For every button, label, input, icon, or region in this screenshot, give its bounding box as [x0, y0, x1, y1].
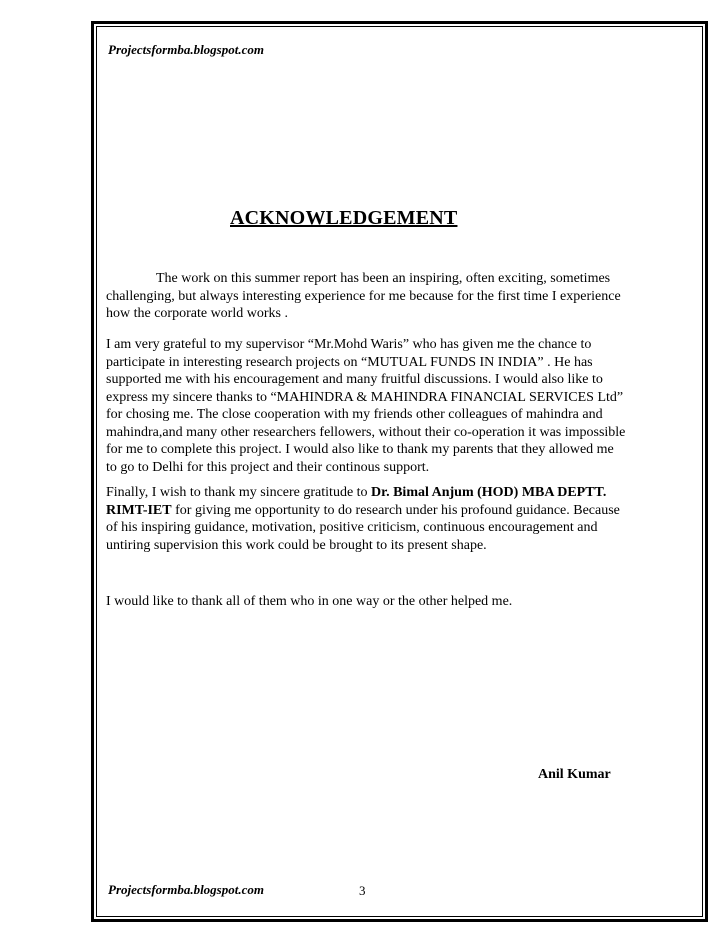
- author-signature: Anil Kumar: [538, 767, 611, 782]
- paragraph-gratitude-bold-name: Dr. Bimal Anjum (HOD) MBA DEPTT. RIMT-IET: [106, 485, 607, 518]
- paragraph-gratitude-suffix: for giving me opportunity to do research under his profound guidance. Because of his inspiring guidance, motivation, positive criticism, continuous encouragement and untiring supervision this work could be brought to its present shape.: [106, 502, 620, 553]
- paragraph-gratitude-prefix: Finally, I wish to thank my sincere gratitude to: [106, 485, 372, 500]
- page-title: ACKNOWLEDGEMENT: [230, 207, 458, 229]
- paragraph-closing: I would like to thank all of them who in one way or the other helped me.: [106, 594, 513, 609]
- page-number: 3: [359, 883, 366, 898]
- paragraph-intro-text: The work on this summer report has been an inspiring, often exciting, sometimes challenging, but always interesting experience for me because for the first time I experience how the corporate world works .: [106, 271, 621, 321]
- paragraph-supervisor: I am very grateful to my supervisor “Mr.Mohd Waris” who has given me the chance to participate in interesting research projects on “MUTUAL FUNDS IN INDIA” . He has supported me with his encouragement and many fruitful discussions. I would also like to express my sincere thanks to “MAHINDRA & MAHINDRA FINANCIAL SERVICES Ltd” for chosing me. The close cooperation with my friends other colleagues of mahindra and mahindra,and many other researchers fellowers, without their co-operation it was impossible for me to complete this project. I would also like to thank my parents that they allowed me to go to Delhi for this project and their continous support.: [106, 337, 626, 475]
- page-footer: Projectsformba.blogspot.com: [108, 882, 264, 897]
- paragraph-intro: [106, 270, 626, 323]
- page-header: Projectsformba.blogspot.com: [108, 42, 264, 57]
- paragraph-gratitude: [106, 484, 626, 554]
